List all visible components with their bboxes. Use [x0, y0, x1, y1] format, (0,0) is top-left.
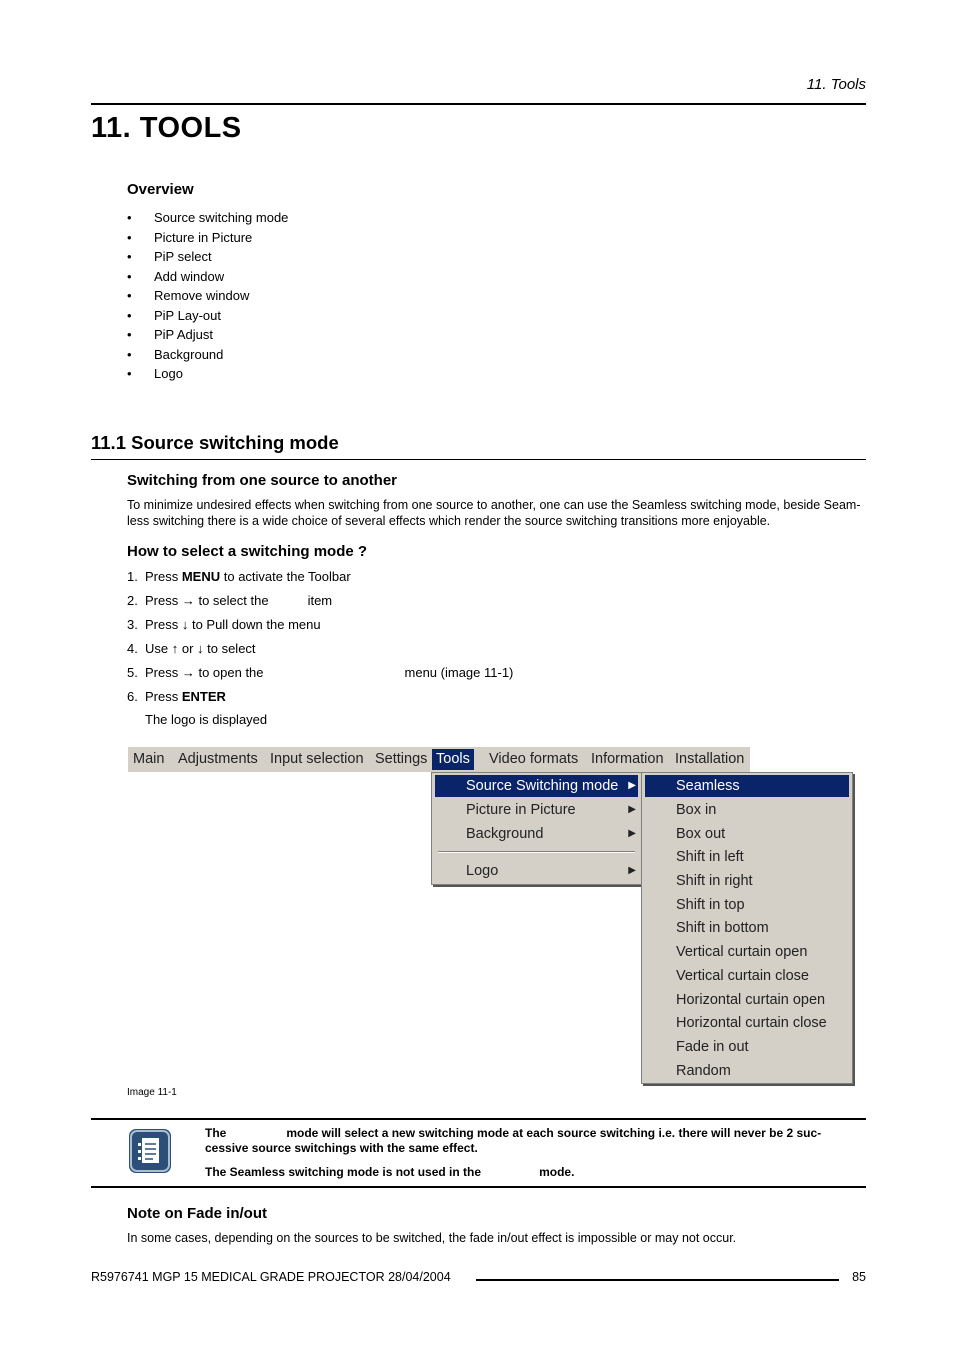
menu-bar — [128, 747, 750, 772]
overview-list — [127, 210, 288, 386]
subheading-switching: Switching from one source to another — [127, 472, 398, 489]
tools-item-source-switching[interactable]: Source Switching mode ▶ — [435, 775, 638, 797]
step-item: 3. Press ↓ to Pull down the menu — [127, 617, 321, 632]
note-bottom-rule — [91, 1186, 866, 1188]
page-number: 85 — [852, 1270, 866, 1284]
footer-rule — [476, 1279, 839, 1281]
submenu-item[interactable]: Shift in bottom — [676, 920, 769, 936]
paragraph-line: less switching there is a wide choice of several effects which render the source switching transitions more enjoyable. — [127, 513, 771, 528]
section-rule — [91, 459, 866, 460]
list-item: • Logo — [127, 366, 183, 381]
section-title: 11.1 Source switching mode — [91, 432, 339, 453]
list-item: • Add window — [127, 268, 225, 284]
submenu-item[interactable]: Fade in out — [676, 1039, 749, 1055]
fade-text: In some cases, depending on the sources to be switched, the fade in/out effect is impossible or may not occur. — [127, 1231, 737, 1245]
note-icon — [129, 1129, 171, 1173]
menu-tools[interactable]: Tools — [432, 749, 474, 770]
running-head: 11. Tools — [806, 76, 866, 93]
tools-item-logo[interactable]: Logo ▶ — [435, 860, 638, 882]
footer-text: R5976741 MGP 15 MEDICAL GRADE PROJECTOR 28/04/2004 — [91, 1270, 451, 1284]
step-item: 4. Use ↑ or ↓ to select — [127, 641, 256, 656]
step-item: 2. Press → to select the item — [127, 593, 333, 608]
note-line: The Seamless switching mode is not used in the mode. — [205, 1165, 575, 1179]
submenu-item[interactable]: Vertical curtain open — [676, 944, 808, 960]
note-top-rule — [91, 1118, 866, 1120]
note-text — [205, 1126, 867, 1180]
submenu-item[interactable]: Shift in top — [676, 897, 745, 913]
list-item: • Source switching mode — [127, 210, 289, 225]
tools-item-background[interactable]: Background ▶ — [435, 823, 638, 845]
header-rule — [91, 103, 866, 105]
list-item: • PiP select — [127, 249, 212, 264]
submenu-item[interactable]: Box in — [676, 802, 717, 818]
tools-dropdown — [431, 772, 642, 885]
list-item: • PiP Lay-out — [127, 307, 221, 323]
tools-item-pip[interactable]: Picture in Picture ▶ — [435, 799, 638, 821]
step-item: 5. Press → to open the menu (image 11-1) — [127, 665, 514, 680]
submenu-item[interactable]: Vertical curtain close — [676, 968, 809, 984]
menu-information[interactable]: Information — [591, 751, 664, 767]
chevron-right-icon: ▶ — [628, 865, 636, 876]
step-item: 1. Press MENU to activate the Toolbar — [127, 569, 351, 584]
menu-video-formats[interactable]: Video formats — [489, 751, 579, 767]
list-item: • Remove window — [127, 288, 250, 303]
intro-paragraph — [127, 498, 867, 529]
submenu-item[interactable]: Shift in right — [676, 873, 753, 889]
step-item: 6. Press ENTER — [127, 689, 226, 704]
menu-adjustments[interactable]: Adjustments — [178, 751, 258, 767]
steps-list — [127, 569, 513, 713]
overview-heading: Overview — [127, 181, 194, 198]
submenu-item[interactable]: Seamless — [645, 775, 849, 797]
switching-submenu — [641, 772, 853, 1084]
submenu-item[interactable]: Shift in left — [676, 849, 744, 865]
menu-input-selection[interactable]: Input selection — [270, 751, 364, 767]
submenu-item[interactable]: Horizontal curtain close — [676, 1015, 827, 1031]
list-item: • PiP Adjust — [127, 327, 214, 342]
menu-installation[interactable]: Installation — [675, 751, 745, 767]
note-line: cessive source switchings with the same effect. — [205, 1141, 478, 1155]
note-line: The mode will select a new switching mode at each source switching i.e. there will never be 2 suc- — [205, 1126, 822, 1140]
image-caption: Image 11-1 — [127, 1087, 177, 1098]
submenu-item[interactable]: Horizontal curtain open — [676, 992, 826, 1008]
chapter-title: 11. TOOLS — [91, 112, 242, 144]
list-item: • Background — [127, 346, 224, 362]
submenu-item[interactable]: Box out — [676, 826, 726, 842]
paragraph-line: To minimize undesired effects when switching from one source to another, one can use the Seamless switching mode, beside Seam- — [127, 498, 861, 512]
step-result: The logo is displayed — [145, 712, 268, 727]
list-item: • Picture in Picture — [127, 229, 253, 245]
menu-separator — [438, 851, 635, 853]
menu-settings[interactable]: Settings — [375, 751, 428, 767]
subheading-how-to: How to select a switching mode ? — [127, 543, 368, 560]
fade-heading: Note on Fade in/out — [127, 1205, 267, 1222]
chevron-right-icon: ▶ — [628, 828, 636, 839]
submenu-item[interactable]: Random — [676, 1063, 731, 1079]
chevron-right-icon: ▶ — [628, 780, 636, 791]
menu-main[interactable]: Main — [133, 751, 165, 767]
chevron-right-icon: ▶ — [628, 804, 636, 815]
